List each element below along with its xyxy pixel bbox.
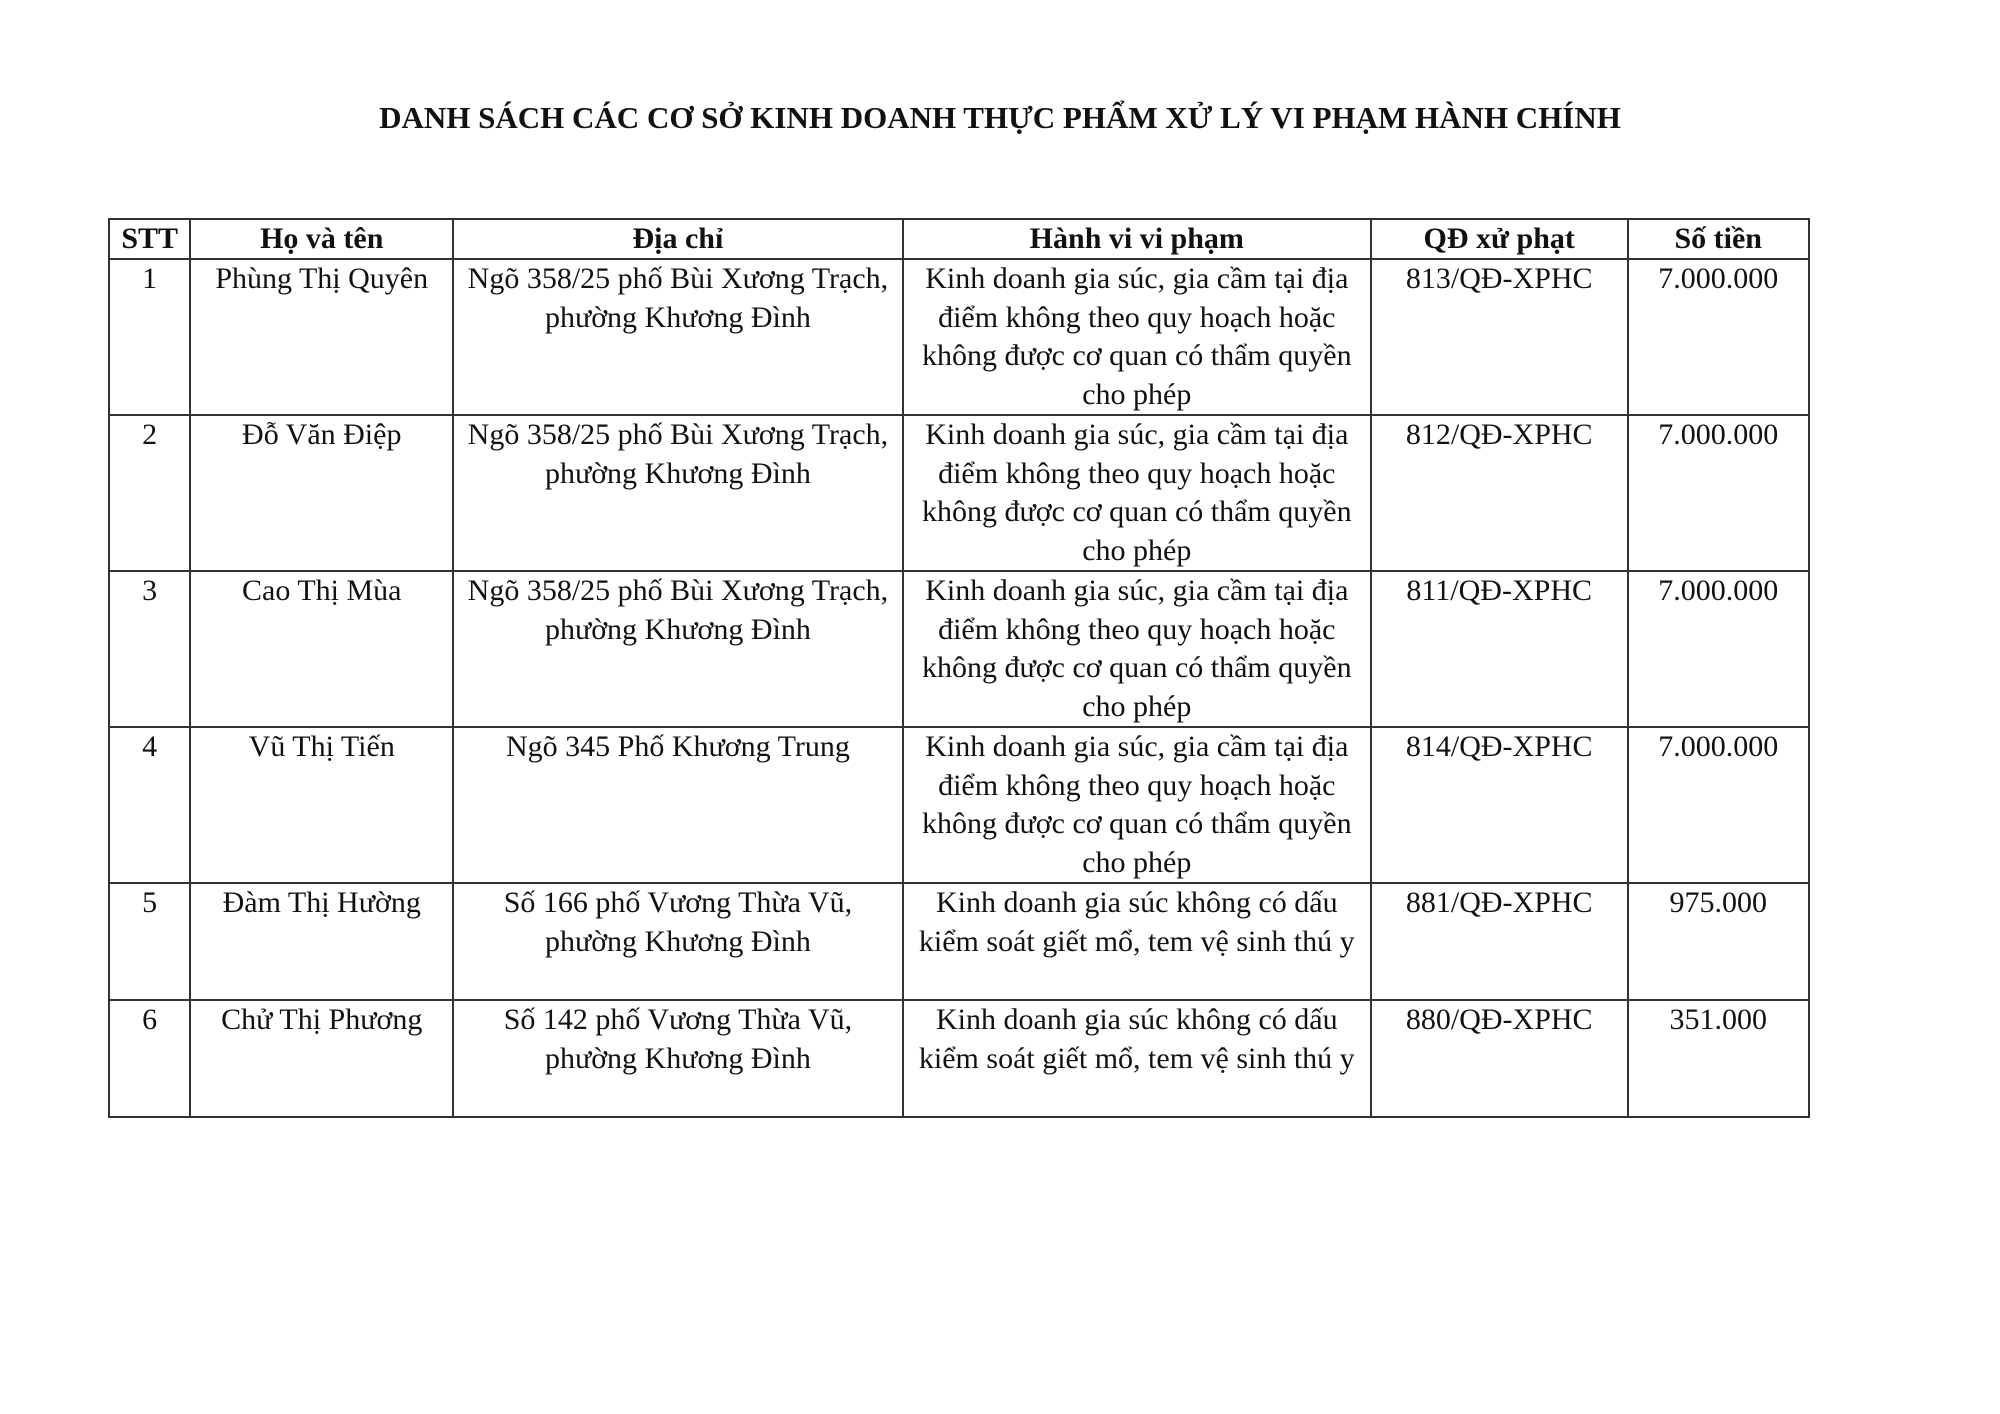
cell-violation: Kinh doanh gia súc, gia cầm tại địa điểm không theo quy hoạch hoặc không được cơ quan có thẩm quyền cho phép xyxy=(903,727,1371,883)
header-address: Địa chỉ xyxy=(453,219,903,259)
table-header-row xyxy=(109,219,1809,259)
table-row xyxy=(109,883,1809,1000)
cell-violation: Kinh doanh gia súc, gia cầm tại địa điểm không theo quy hoạch hoặc không được cơ quan có thẩm quyền cho phép xyxy=(903,571,1371,727)
cell-amount: 7.000.000 xyxy=(1628,259,1810,415)
cell-stt: 1 xyxy=(109,259,190,415)
cell-decision: 814/QĐ-XPHC xyxy=(1371,727,1628,883)
table-row xyxy=(109,571,1809,727)
table-row xyxy=(109,415,1809,571)
cell-violation: Kinh doanh gia súc, gia cầm tại địa điểm không theo quy hoạch hoặc không được cơ quan có thẩm quyền cho phép xyxy=(903,259,1371,415)
header-decision: QĐ xử phạt xyxy=(1371,219,1628,259)
cell-address: Số 166 phố Vương Thừa Vũ, phường Khương Đình xyxy=(453,883,903,1000)
cell-amount: 7.000.000 xyxy=(1628,727,1810,883)
table-row xyxy=(109,727,1809,883)
cell-stt: 5 xyxy=(109,883,190,1000)
cell-name: Chử Thị Phương xyxy=(190,1000,453,1117)
cell-stt: 3 xyxy=(109,571,190,727)
cell-amount: 351.000 xyxy=(1628,1000,1810,1117)
cell-name: Đỗ Văn Điệp xyxy=(190,415,453,571)
cell-name: Đàm Thị Hường xyxy=(190,883,453,1000)
cell-name: Vũ Thị Tiến xyxy=(190,727,453,883)
cell-address: Số 142 phố Vương Thừa Vũ, phường Khương Đình xyxy=(453,1000,903,1117)
cell-amount: 975.000 xyxy=(1628,883,1810,1000)
table-row xyxy=(109,259,1809,415)
cell-violation: Kinh doanh gia súc không có dấu kiểm soát giết mổ, tem vệ sinh thú y xyxy=(903,883,1371,1000)
cell-amount: 7.000.000 xyxy=(1628,571,1810,727)
cell-violation: Kinh doanh gia súc, gia cầm tại địa điểm không theo quy hoạch hoặc không được cơ quan có thẩm quyền cho phép xyxy=(903,415,1371,571)
cell-decision: 813/QĐ-XPHC xyxy=(1371,259,1628,415)
header-amount: Số tiền xyxy=(1628,219,1810,259)
header-stt: STT xyxy=(109,219,190,259)
header-name: Họ và tên xyxy=(190,219,453,259)
cell-address: Ngõ 345 Phố Khương Trung xyxy=(453,727,903,883)
cell-decision: 880/QĐ-XPHC xyxy=(1371,1000,1628,1117)
document-title: DANH SÁCH CÁC CƠ SỞ KINH DOANH THỰC PHẨM XỬ LÝ VI PHẠM HÀNH CHÍNH xyxy=(379,100,1621,135)
cell-name: Phùng Thị Quyên xyxy=(190,259,453,415)
table-row xyxy=(109,1000,1809,1117)
cell-name: Cao Thị Mùa xyxy=(190,571,453,727)
cell-decision: 881/QĐ-XPHC xyxy=(1371,883,1628,1000)
cell-stt: 6 xyxy=(109,1000,190,1117)
cell-stt: 4 xyxy=(109,727,190,883)
cell-address: Ngõ 358/25 phố Bùi Xương Trạch, phường Khương Đình xyxy=(453,259,903,415)
cell-decision: 811/QĐ-XPHC xyxy=(1371,571,1628,727)
violations-table xyxy=(108,218,1810,1118)
cell-stt: 2 xyxy=(109,415,190,571)
cell-violation: Kinh doanh gia súc không có dấu kiểm soát giết mổ, tem vệ sinh thú y xyxy=(903,1000,1371,1117)
cell-amount: 7.000.000 xyxy=(1628,415,1810,571)
header-violation: Hành vi vi phạm xyxy=(903,219,1371,259)
cell-address: Ngõ 358/25 phố Bùi Xương Trạch, phường Khương Đình xyxy=(453,415,903,571)
cell-decision: 812/QĐ-XPHC xyxy=(1371,415,1628,571)
cell-address: Ngõ 358/25 phố Bùi Xương Trạch, phường Khương Đình xyxy=(453,571,903,727)
